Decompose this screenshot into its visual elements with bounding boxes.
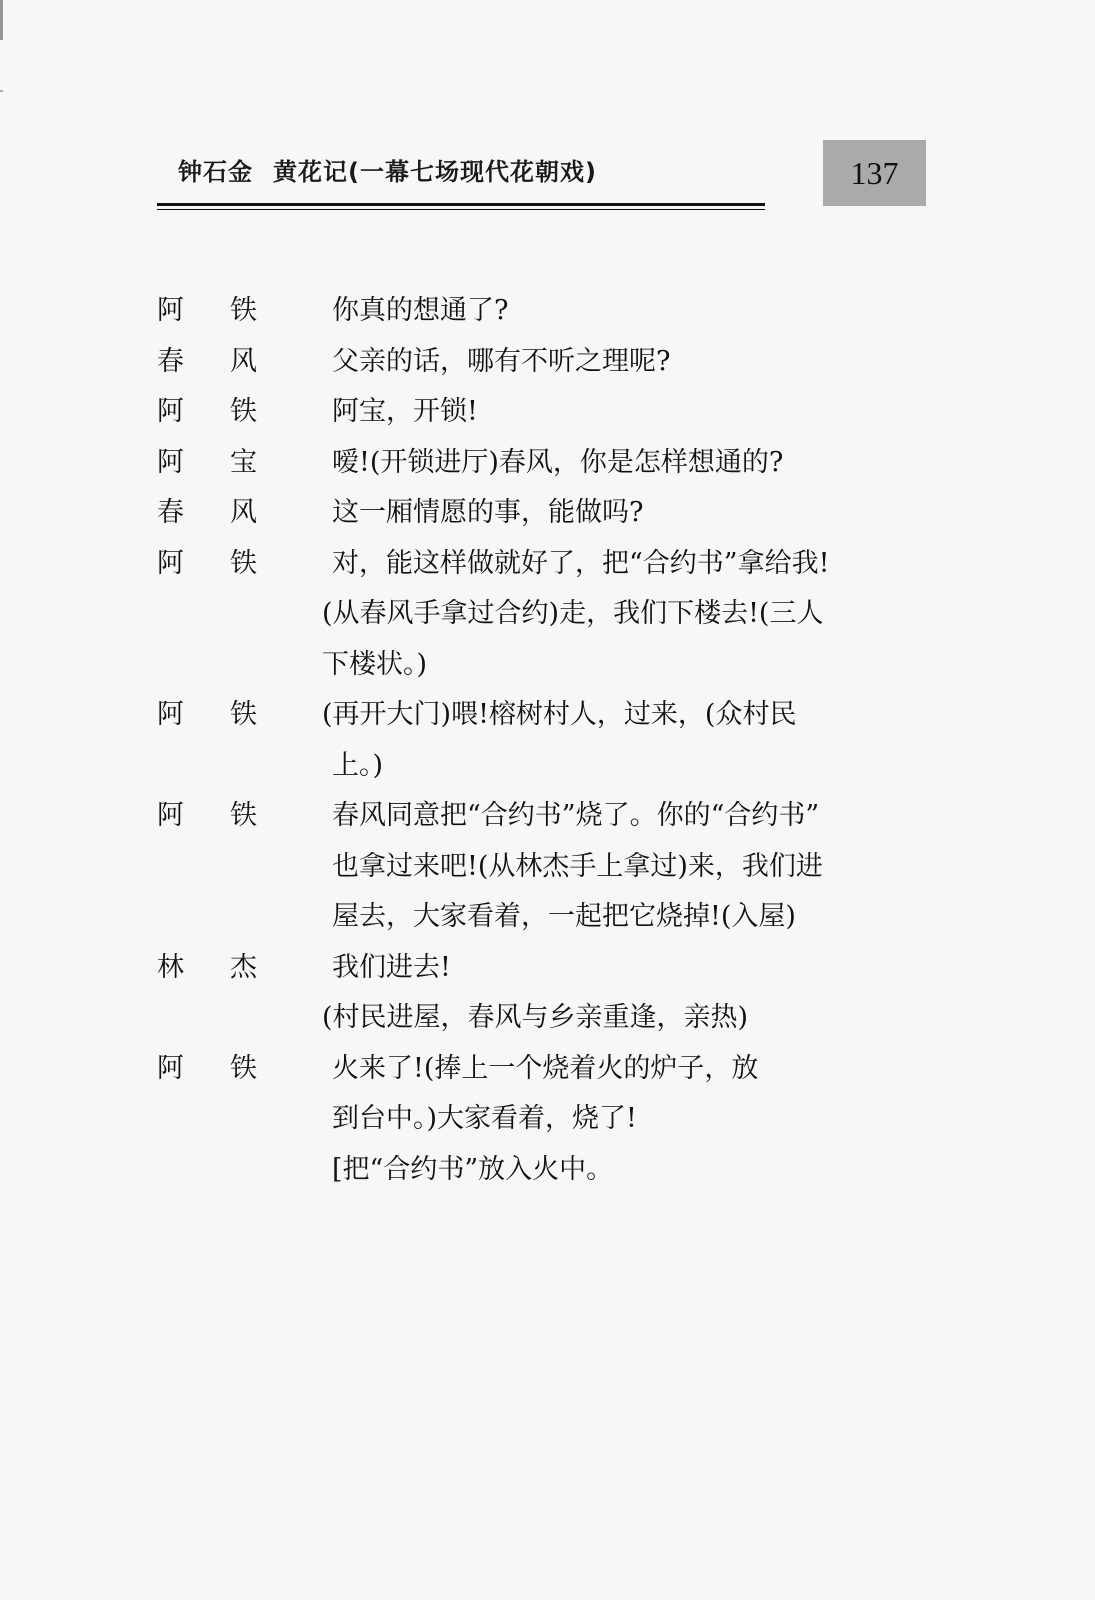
script-body	[157, 286, 937, 1195]
dialogue-entry	[157, 438, 937, 489]
speaker-char: 阿	[157, 295, 184, 326]
speaker-name	[157, 791, 259, 842]
speech-line: 上。)	[332, 749, 384, 781]
speech-line: 你真的想通了?	[332, 295, 509, 326]
speech-text	[332, 286, 932, 337]
speaker-char: 春	[157, 345, 184, 377]
speech-line: 春风同意把“合约书”烧了。你的“合约书”	[332, 800, 820, 831]
speech-text	[332, 488, 932, 539]
running-header	[178, 152, 597, 187]
speech-line: 嗳!(开锁进厅)春风，你是怎样想通的?	[332, 446, 784, 478]
page-number-box	[823, 140, 926, 206]
scan-edge-mark	[0, 0, 3, 1600]
dialogue-entry	[157, 791, 937, 943]
speaker-char: 铁	[230, 1052, 257, 1084]
speech-text	[322, 943, 932, 1044]
speaker-char: 阿	[157, 800, 184, 831]
speaker-name	[157, 286, 259, 337]
speaker-char: 风	[230, 497, 257, 528]
speaker-char: 阿	[157, 699, 184, 730]
speaker-name	[157, 539, 259, 590]
speech-line: 屋去，大家看着，一起把它烧掉!(入屋)	[332, 901, 796, 932]
header-title: 黄花记(一幕七场现代花朝戏)	[273, 158, 597, 186]
stage-direction: [把“合约书”放入火中。	[332, 1153, 614, 1185]
speech-line: (再开大门)喂!榕树村人，过来，(众村民	[322, 699, 797, 730]
speaker-char: 宝	[230, 446, 257, 478]
speech-line: 下楼状。)	[322, 648, 428, 680]
speaker-name	[157, 337, 259, 388]
speech-text	[332, 1044, 932, 1196]
speaker-char: 杰	[230, 951, 257, 983]
speaker-name	[157, 943, 259, 994]
header-author: 钟石金	[178, 158, 253, 186]
speech-line: 对，能这样做就好了，把“合约书”拿给我!	[332, 547, 830, 579]
speech-text	[332, 337, 932, 388]
dialogue-entry	[157, 539, 937, 691]
speech-line: 我们进去!	[332, 951, 451, 983]
header-rule-thin	[157, 209, 765, 210]
speaker-char: 铁	[230, 396, 257, 427]
speaker-name	[157, 690, 259, 741]
speech-text	[322, 690, 932, 791]
speaker-char: 林	[157, 951, 184, 983]
page-number: 137	[850, 154, 899, 191]
header-rule-thick	[157, 203, 765, 206]
speech-text	[322, 539, 932, 691]
dialogue-entry	[157, 488, 937, 539]
speech-line: 父亲的话，哪有不听之理呢?	[332, 345, 671, 377]
speaker-char: 阿	[157, 396, 184, 427]
speaker-name	[157, 1044, 259, 1095]
stage-direction: (村民进屋，春风与乡亲重逢，亲热)	[322, 1002, 749, 1033]
dialogue-entry	[157, 387, 937, 438]
dialogue-entry	[157, 337, 937, 388]
dialogue-entry	[157, 1044, 937, 1196]
speech-line: 这一厢情愿的事，能做吗?	[332, 497, 644, 528]
speaker-char: 铁	[230, 295, 257, 326]
dialogue-entry	[157, 690, 937, 791]
speech-line: 到台中。)大家看着，烧了!	[332, 1103, 637, 1134]
speaker-char: 铁	[230, 800, 257, 831]
speaker-char: 阿	[157, 547, 184, 579]
speaker-name	[157, 438, 259, 489]
speaker-char: 风	[230, 345, 257, 377]
speaker-char: 铁	[230, 699, 257, 730]
speaker-name	[157, 387, 259, 438]
speech-text	[332, 387, 932, 438]
speaker-char: 阿	[157, 1052, 184, 1084]
speaker-char: 阿	[157, 446, 184, 478]
speaker-name	[157, 488, 259, 539]
speech-text	[332, 791, 932, 943]
speech-line: 火来了!(捧上一个烧着火的炉子，放	[332, 1052, 759, 1084]
dialogue-entry	[157, 286, 937, 337]
speech-line: 阿宝，开锁!	[332, 396, 478, 427]
speech-text	[332, 438, 932, 489]
dialogue-entry	[157, 943, 937, 1044]
speech-line: (从春风手拿过合约)走，我们下楼去!(三人	[322, 598, 824, 629]
speech-line: 也拿过来吧!(从林杰手上拿过)来，我们进	[332, 850, 823, 882]
speaker-char: 铁	[230, 547, 257, 579]
speaker-char: 春	[157, 497, 184, 528]
